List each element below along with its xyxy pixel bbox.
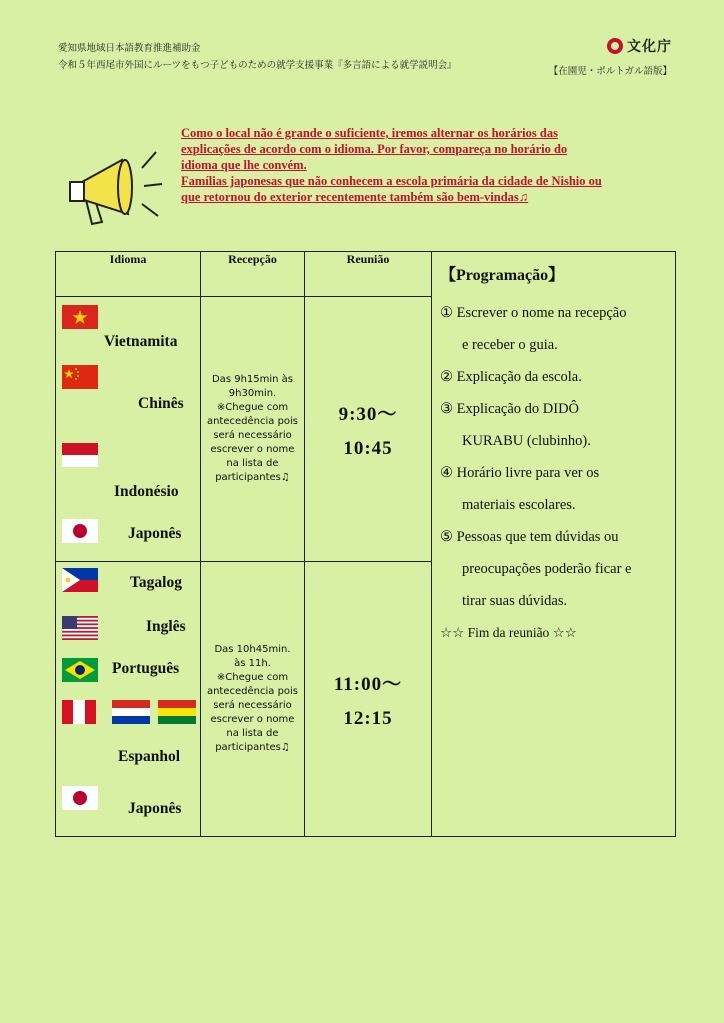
reception-1-line-1: Das 9h15min às (211, 374, 293, 385)
program-line-4: ③ Explicação do DIDÔ (440, 401, 580, 417)
language-vietnamita: Vietnamita (104, 333, 178, 350)
program-line-2: e receber o guia. (462, 337, 558, 353)
header-line-2: 令和５年西尾市外国にルーツをもつ子どものための就学支援事業『多言語による就学説明会』 (58, 60, 457, 71)
header-right (549, 36, 672, 77)
reception-1-line-3: ※Chegue com (216, 402, 289, 413)
meeting-2-start: 11:00～ (333, 673, 403, 695)
flag-usa (62, 616, 98, 640)
meeting-2-end: 12:15 (343, 707, 393, 729)
notice-line-2: explicações de acordo com o idioma. Por favor, compareça no horário do (181, 142, 568, 156)
meeting-time-group-1 (305, 297, 432, 562)
flag-bolivia (158, 700, 196, 724)
language-group-2 (56, 562, 201, 837)
reception-group-1 (201, 297, 305, 562)
agency-logo (549, 36, 672, 56)
reception-1-line-4: antecedência pois (206, 416, 299, 427)
reception-2-line-4: antecedência pois (206, 686, 299, 697)
reception-1-line-8: participantes♫ (215, 472, 290, 483)
language-chines: Chinês (138, 395, 184, 412)
notice-line-1: Como o local não é grande o suficiente, iremos alternar os horários das (181, 126, 558, 140)
reception-2-line-7: na lista de (226, 728, 279, 739)
language-tagalog: Tagalog (130, 574, 182, 591)
flag-indonesia (62, 443, 98, 467)
language-ingles: Inglês (146, 618, 186, 635)
header-line-1: 愛知県地域日本語教育推進補助金 (58, 43, 201, 54)
meeting-1-end: 10:45 (343, 437, 393, 459)
flag-vietnam (62, 305, 98, 329)
reception-2-line-6: escrever o nome (210, 714, 295, 725)
reception-group-2 (201, 562, 305, 837)
header-reuniao: Reunião (305, 252, 432, 297)
program-line-8: ⑤ Pessoas que tem dúvidas ou (440, 529, 619, 545)
program-title: 【Programação】 (440, 267, 565, 284)
schedule-table (55, 251, 676, 837)
program-line-9: preocupações poderão ficar e (462, 561, 632, 577)
meeting-time-group-2 (305, 562, 432, 837)
reception-2-line-5: será necessário (213, 700, 292, 711)
program-line-5: KURABU (clubinho). (462, 433, 591, 449)
program-line-7: materiais escolares. (462, 497, 576, 513)
language-espanhol: Espanhol (118, 748, 181, 765)
reception-1-line-7: na lista de (226, 458, 279, 469)
language-japones-1: Japonês (128, 525, 182, 542)
notice-line-4: Famílias japonesas que não conhecem a escola primária da cidade de Nishio ou (181, 174, 602, 188)
program-line-3: ② Explicação da escola. (440, 369, 582, 385)
flag-china (62, 365, 98, 389)
flag-japan-2 (62, 786, 98, 810)
program-line-1: ① Escrever o nome na recepção (440, 305, 627, 321)
agency-logo-icon (607, 38, 623, 54)
notice-text (181, 125, 681, 205)
flag-japan (62, 519, 98, 543)
reception-2-line-1: Das 10h45min. (214, 644, 291, 655)
program-line-6: ④ Horário livre para ver os (440, 465, 600, 481)
agency-logo-text: 文化庁 (627, 39, 672, 55)
meeting-1-start: 9:30～ (338, 403, 398, 425)
flag-paraguay (112, 700, 150, 724)
flag-peru (62, 700, 96, 724)
reception-2-line-3: ※Chegue com (216, 672, 289, 683)
program-cell (432, 252, 676, 837)
notice-line-5: que retornou do exterior recentemente também são bem-vindas♫ (181, 190, 529, 204)
reception-2-line-2: às 11h. (234, 658, 271, 669)
program-line-10: tirar suas dúvidas. (462, 593, 568, 609)
reception-1-line-6: escrever o nome (210, 444, 295, 455)
flag-philippines (62, 568, 98, 592)
reception-2-line-8: participantes♫ (215, 742, 290, 753)
program-end: ☆☆ Fim da reunião ☆☆ (440, 625, 577, 640)
megaphone-icon (62, 140, 172, 232)
language-group-1 (56, 297, 201, 562)
language-portugues: Português (112, 660, 180, 677)
edition-label: 【在園児・ポルトガル語版】 (548, 66, 672, 77)
header-recepcao: Recepção (201, 252, 305, 297)
header-left (58, 40, 457, 74)
reception-1-line-2: 9h30min. (228, 388, 277, 399)
language-indonesio: Indonésio (114, 483, 179, 500)
notice-line-3: idioma que lhe convém. (181, 158, 307, 172)
header-idioma: Idioma (56, 252, 201, 297)
reception-1-line-5: será necessário (213, 430, 292, 441)
language-japones-2: Japonês (128, 800, 182, 817)
flag-brazil (62, 658, 98, 682)
